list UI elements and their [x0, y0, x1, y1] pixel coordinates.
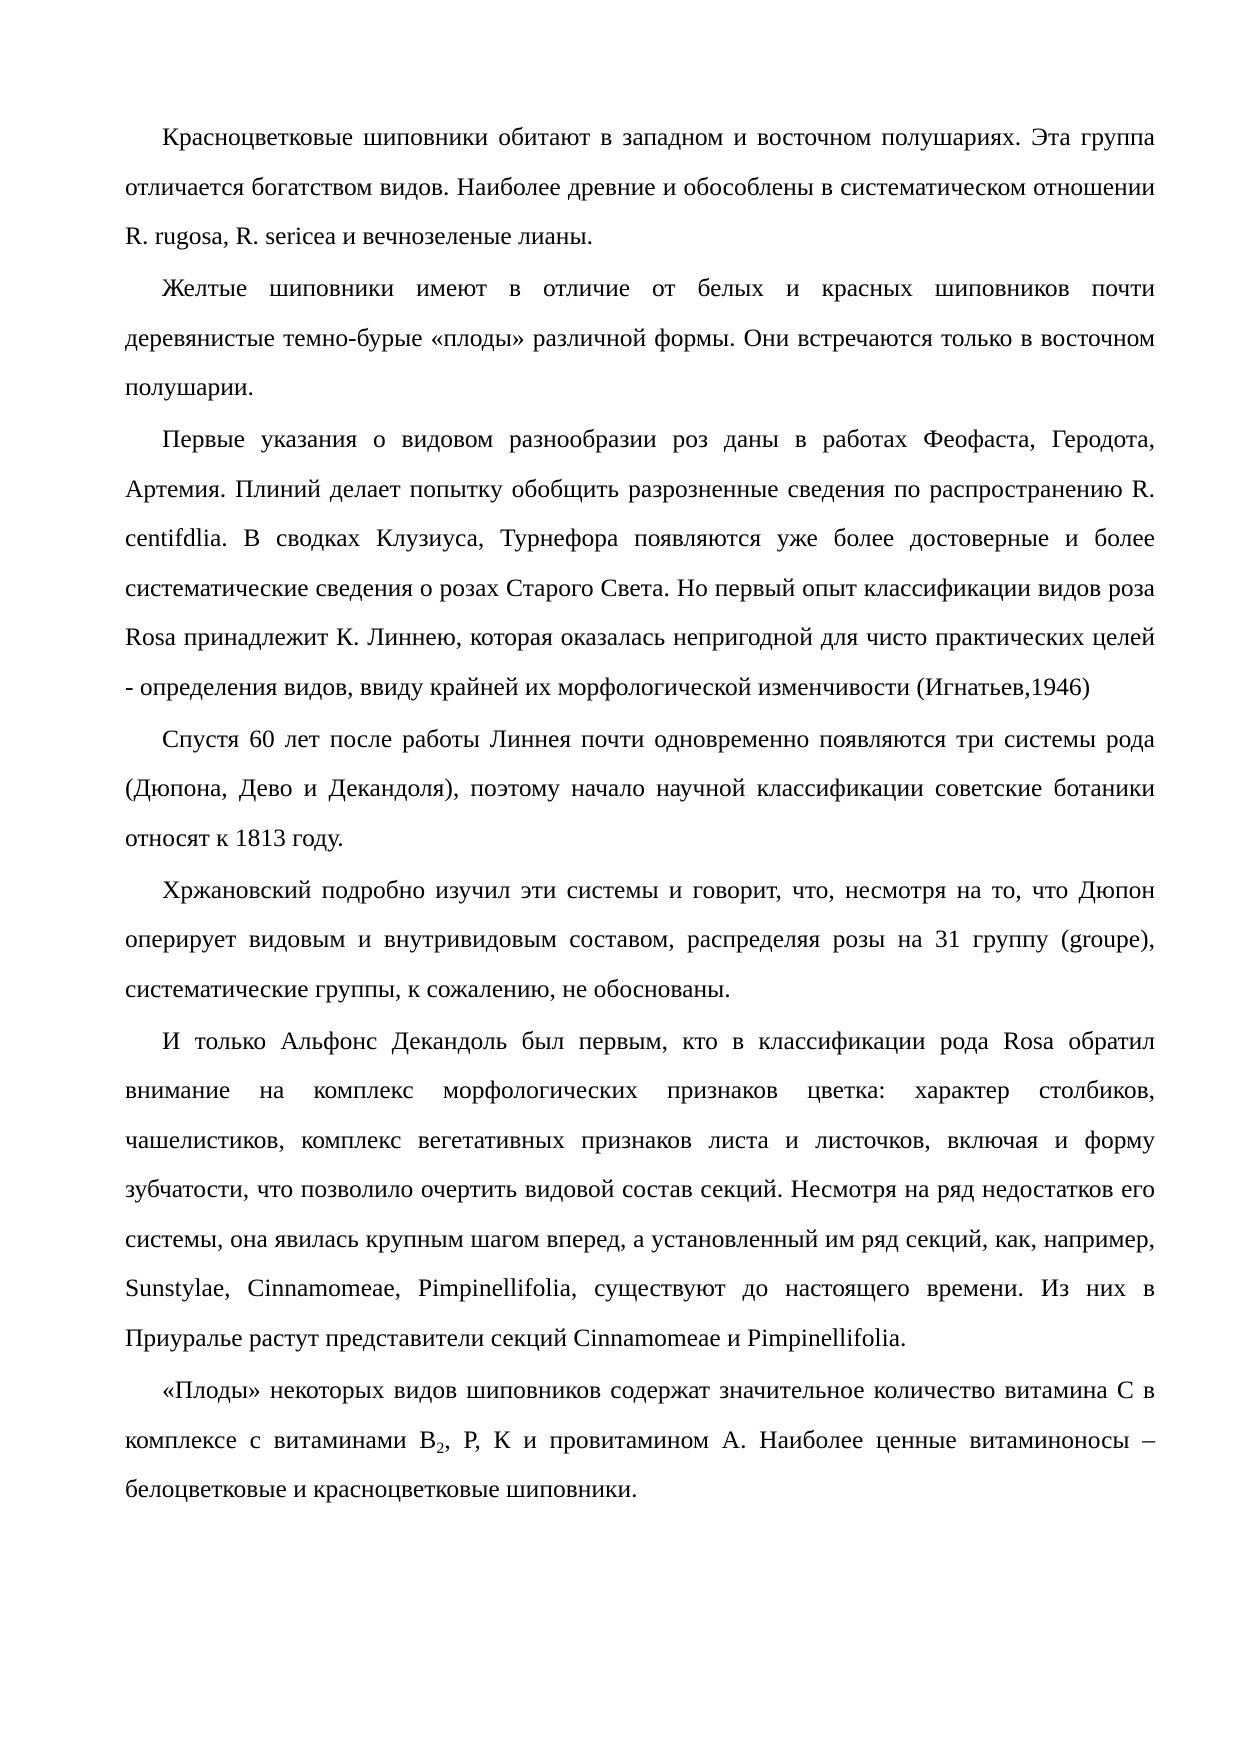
paragraph-khrzhanovsky: Хржановский подробно изучил эти системы и говорит, что, несмотря на то, что Дюпон оперирует видовым и внутривидовым составом, распределяя розы на 31 группу (groupe), систематические группы, к сожалению, не обоснованы.: [125, 874, 1155, 1003]
vitamins-text-end: , Р, К и провитамином А. Наиболее ценные витаминоносы – белоцветковые и красноцветковые шиповники.: [125, 1424, 1155, 1504]
paragraph-history-classification: Первые указания о видовом разнообразии роз даны в работах Феофаста, Геродота, Артемия. Плиний делает попытку обобщить разрозненные сведения по распространению R. centifdlia. В сводках Клузиуса, Турнефора появляются уже более достоверные и более систематические сведения о розах Старого Света. Но первый опыт классификации видов роза Rosa принадлежит К. Линнею, которая оказалась непригодной для чисто практических целей - определения видов, ввиду крайней их морфологической изменчивости (Игнатьев,1946): [125, 424, 1155, 701]
vitamin-b-subscript: 2: [436, 1439, 445, 1457]
paragraph-three-systems: Спустя 60 лет после работы Линнея почти одновременно появляются три системы рода (Дюпона, Дево и Декандоля), поэтому начало научной классификации советские ботаники относят к 1813 году.: [125, 723, 1155, 852]
paragraph-yellow-roses: Желтые шиповники имеют в отличие от белых и красных шиповников почти деревянистые темно-бурые «плоды» различной формы. Они встречаются только в восточном полушарии.: [125, 273, 1155, 402]
paragraph-red-flowered-roses: Красноцветковые шиповники обитают в западном и восточном полушариях. Эта группа отличается богатством видов. Наиболее древние и обособлены в систематическом отношении R. rugosa, R. sericea и вечнозеленые лианы.: [125, 122, 1155, 250]
paragraph-decandolle: И только Альфонс Декандоль был первым, кто в классификации рода Rosa обратил внимание на комплекс морфологических признаков цветка: характер столбиков, чашелистиков, комплекс вегетативных признаков листа и листочков, включая и форму зубчатости, что позволило очертить видовой состав секций. Несмотря на ряд недостатков его системы, она явилась крупным шагом вперед, а установленный им ряд секций, как, например, Sunstylae, Cinnamomeae, Pimpinellifolia, существуют до настоящего времени. Из них в Приуралье растут представители секций Cinnamomeae и Pimpinellifolia.: [125, 1025, 1155, 1352]
document-page: [125, 112, 1155, 1516]
paragraph-vitamins: [125, 1365, 1155, 1514]
vitamins-text-start: «Плоды» некоторых видов шиповников содержат значительное количество витамина С в комплексе с витаминами В: [125, 1375, 1155, 1454]
